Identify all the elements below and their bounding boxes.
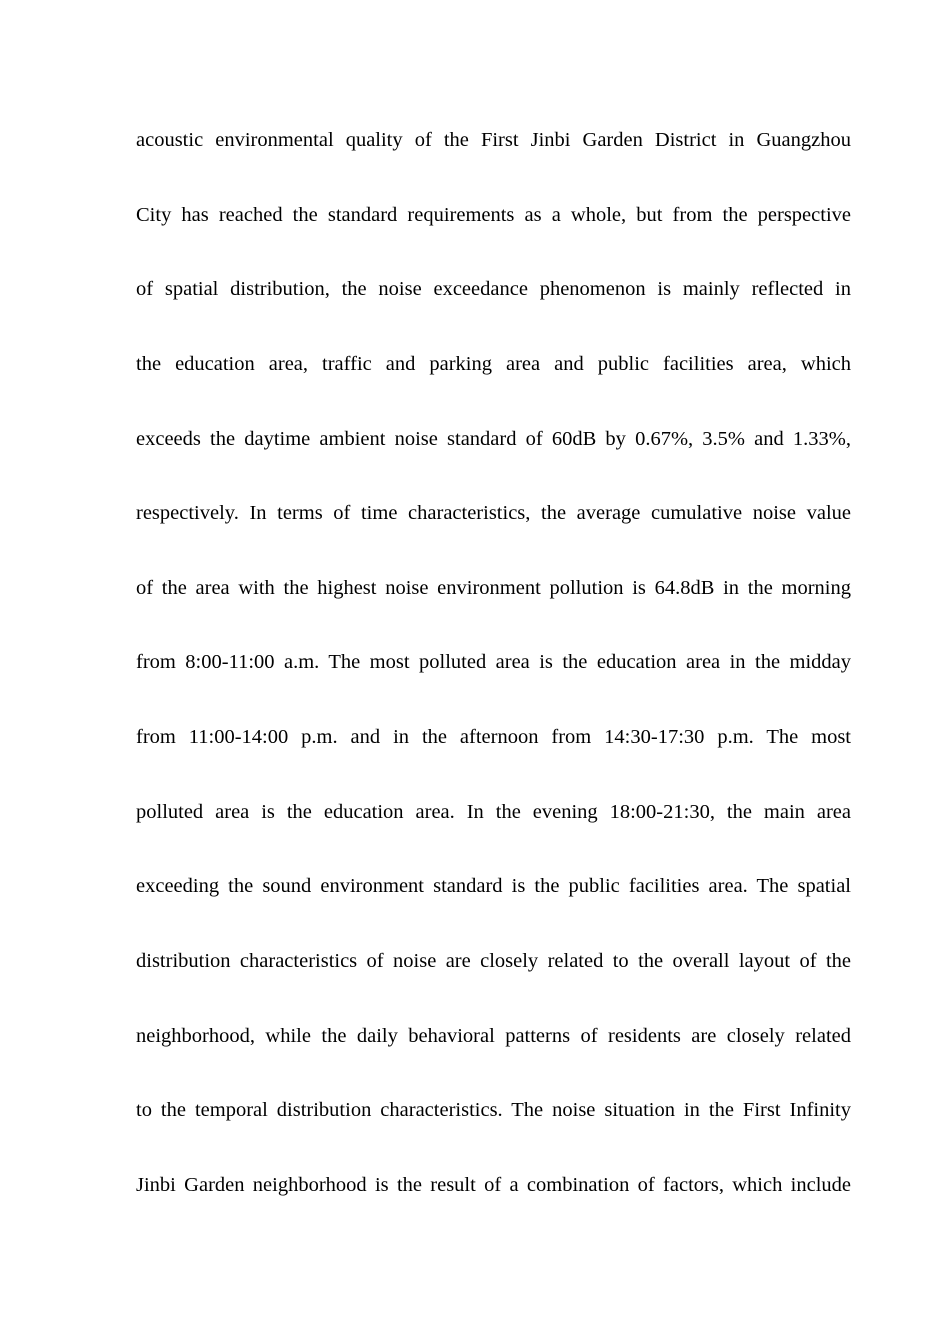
text-line: polluted area is the education area. In the evening 18:00-21:30, the main area <box>136 800 851 823</box>
text-line: to the temporal distribution characteristics. The noise situation in the First Infinity <box>136 1099 851 1122</box>
text-line: distribution characteristics of noise are closely related to the overall layout of the <box>136 950 851 973</box>
text-line: exceeds the daytime ambient noise standard of 60dB by 0.67%, 3.5% and 1.33%, <box>136 427 851 450</box>
text-line: from 11:00-14:00 p.m. and in the afternoon from 14:30-17:30 p.m. The most <box>136 726 851 749</box>
text-line: City has reached the standard requirements as a whole, but from the perspective <box>136 203 851 226</box>
text-line: from 8:00-11:00 a.m. The most polluted area is the education area in the midday <box>136 651 851 674</box>
text-line: the education area, traffic and parking area and public facilities area, which <box>136 352 851 375</box>
text-line: neighborhood, while the daily behavioral patterns of residents are closely related <box>136 1024 851 1047</box>
text-line: respectively. In terms of time characteristics, the average cumulative noise value <box>136 502 851 525</box>
text-line: acoustic environmental quality of the First Jinbi Garden District in Guangzhou <box>136 129 851 151</box>
text-line: Jinbi Garden neighborhood is the result of a combination of factors, which include <box>136 1173 851 1196</box>
text-line: exceeding the sound environment standard is the public facilities area. The spatial <box>136 875 851 898</box>
text-line: of the area with the highest noise environment pollution is 64.8dB in the morning <box>136 576 851 599</box>
body-paragraph <box>136 103 851 1223</box>
text-line: of spatial distribution, the noise exceedance phenomenon is mainly reflected in <box>136 278 851 301</box>
